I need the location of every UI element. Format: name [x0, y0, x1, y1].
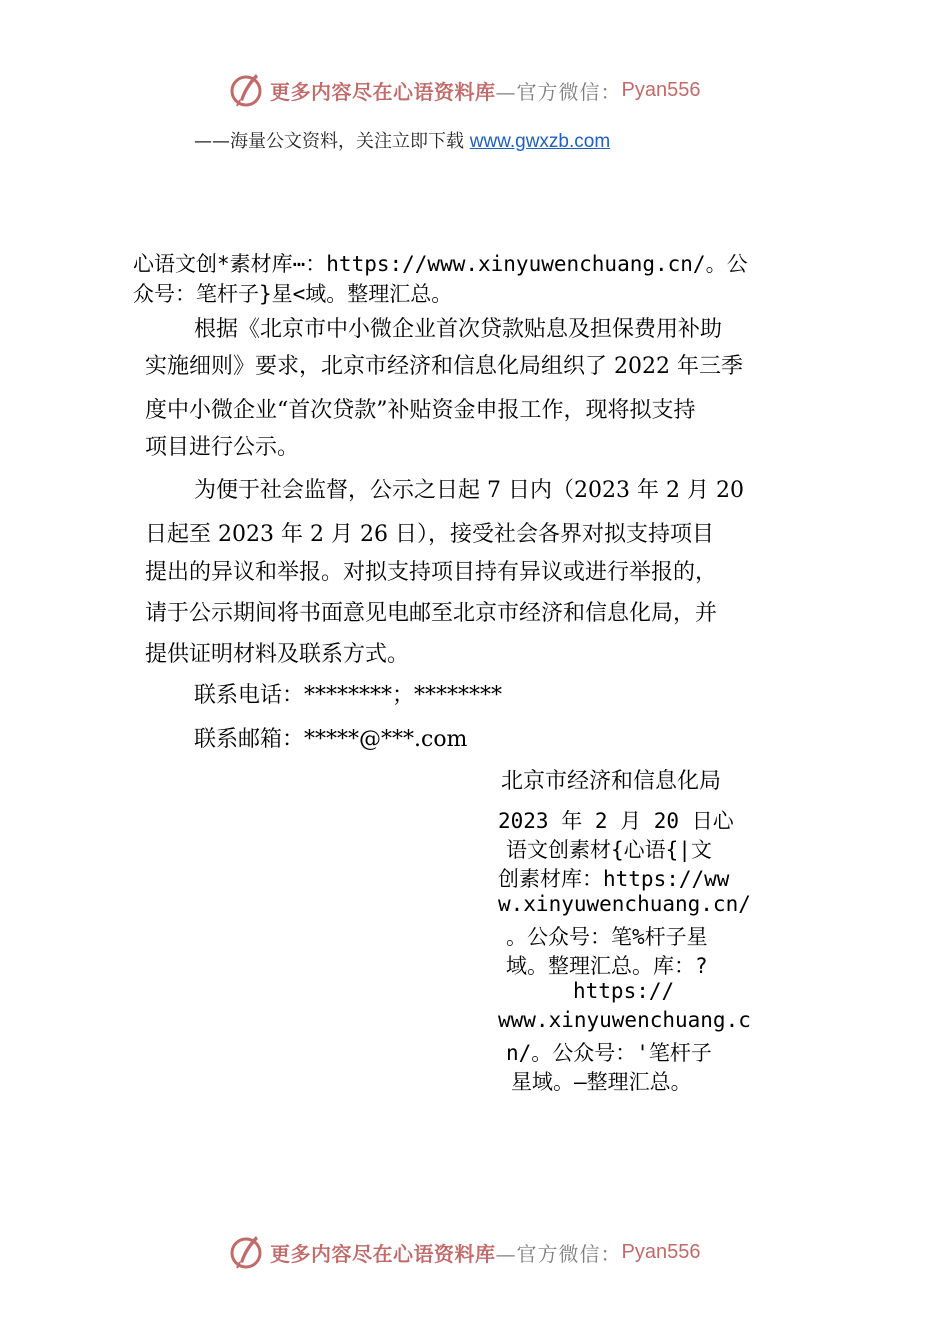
- contact-email: 联系邮箱：*****@***.com: [194, 727, 468, 752]
- signature-line: 2023 年 2 月 20 日心: [498, 809, 734, 833]
- p1-line-4: 项目进行公示。: [145, 435, 300, 460]
- tagline-link[interactable]: www.gwxzb.com: [469, 131, 611, 152]
- p2-line-5: 提供证明材料及联系方式。: [145, 642, 410, 667]
- footer-banner-sub-text: —官方微信：: [495, 1241, 622, 1266]
- signature-line: 域。整理汇总。库：?: [506, 954, 708, 978]
- signature-line: 星域。—整理汇总。: [511, 1070, 692, 1094]
- intro-line-1: 心语文创*素材库⋯：https://www.xinyuwenchuang.cn/。公: [133, 252, 748, 276]
- quill-logo-icon: [226, 70, 266, 110]
- tagline: [194, 127, 610, 153]
- intro-line-2: 众号：笔杆子}星<域。整理汇总。: [133, 282, 453, 306]
- footer-banner: [226, 1232, 700, 1272]
- contact-phone: 联系电话：********；********: [194, 683, 503, 708]
- signature-line: https://: [573, 979, 675, 1003]
- signature-line: n/。公众号：'笔杆子: [506, 1041, 712, 1065]
- banner-main-text: 更多内容尽在心语资料库: [270, 79, 496, 104]
- banner-wechat-id: Pyan556: [621, 78, 701, 101]
- quill-logo-icon: [226, 1232, 266, 1272]
- p1-line-1: 根据《北京市中小微企业首次贷款贴息及担保费用补助: [194, 317, 723, 342]
- footer-banner-wechat-id: Pyan556: [621, 1240, 701, 1263]
- tagline-text: ——海量公文资料，关注立即下载: [194, 131, 470, 152]
- p1-line-2: 实施细则》要求，北京市经济和信息化局组织了 2022 年三季: [145, 354, 743, 379]
- signature-line: www.xinyuwenchuang.c: [498, 1008, 751, 1032]
- p2-line-1: 为便于社会监督，公示之日起 7 日内（2023 年 2 月 20: [194, 478, 744, 503]
- header-banner: [226, 70, 700, 110]
- signature-line: 。公众号：笔%杆子星: [506, 925, 708, 949]
- footer-banner-main-text: 更多内容尽在心语资料库: [270, 1241, 496, 1266]
- signature-line: 创素材库：https://ww: [498, 867, 730, 891]
- p2-line-2: 日起至 2023 年 2 月 26 日），接受社会各界对拟支持项目: [145, 522, 714, 547]
- signature-org: 北京市经济和信息化局: [501, 769, 722, 794]
- p2-line-4: 请于公示期间将书面意见电邮至北京市经济和信息化局，并: [145, 601, 718, 626]
- p1-line-3: 度中小微企业“首次贷款”补贴资金申报工作，现将拟支持: [145, 398, 696, 423]
- banner-sub-text: —官方微信：: [495, 79, 622, 104]
- signature-line: 语文创素材{心语{|文: [506, 838, 712, 862]
- signature-line: w.xinyuwenchuang.cn/: [498, 892, 751, 916]
- p2-line-3: 提出的异议和举报。对拟支持项目持有异议或进行举报的，: [145, 560, 718, 585]
